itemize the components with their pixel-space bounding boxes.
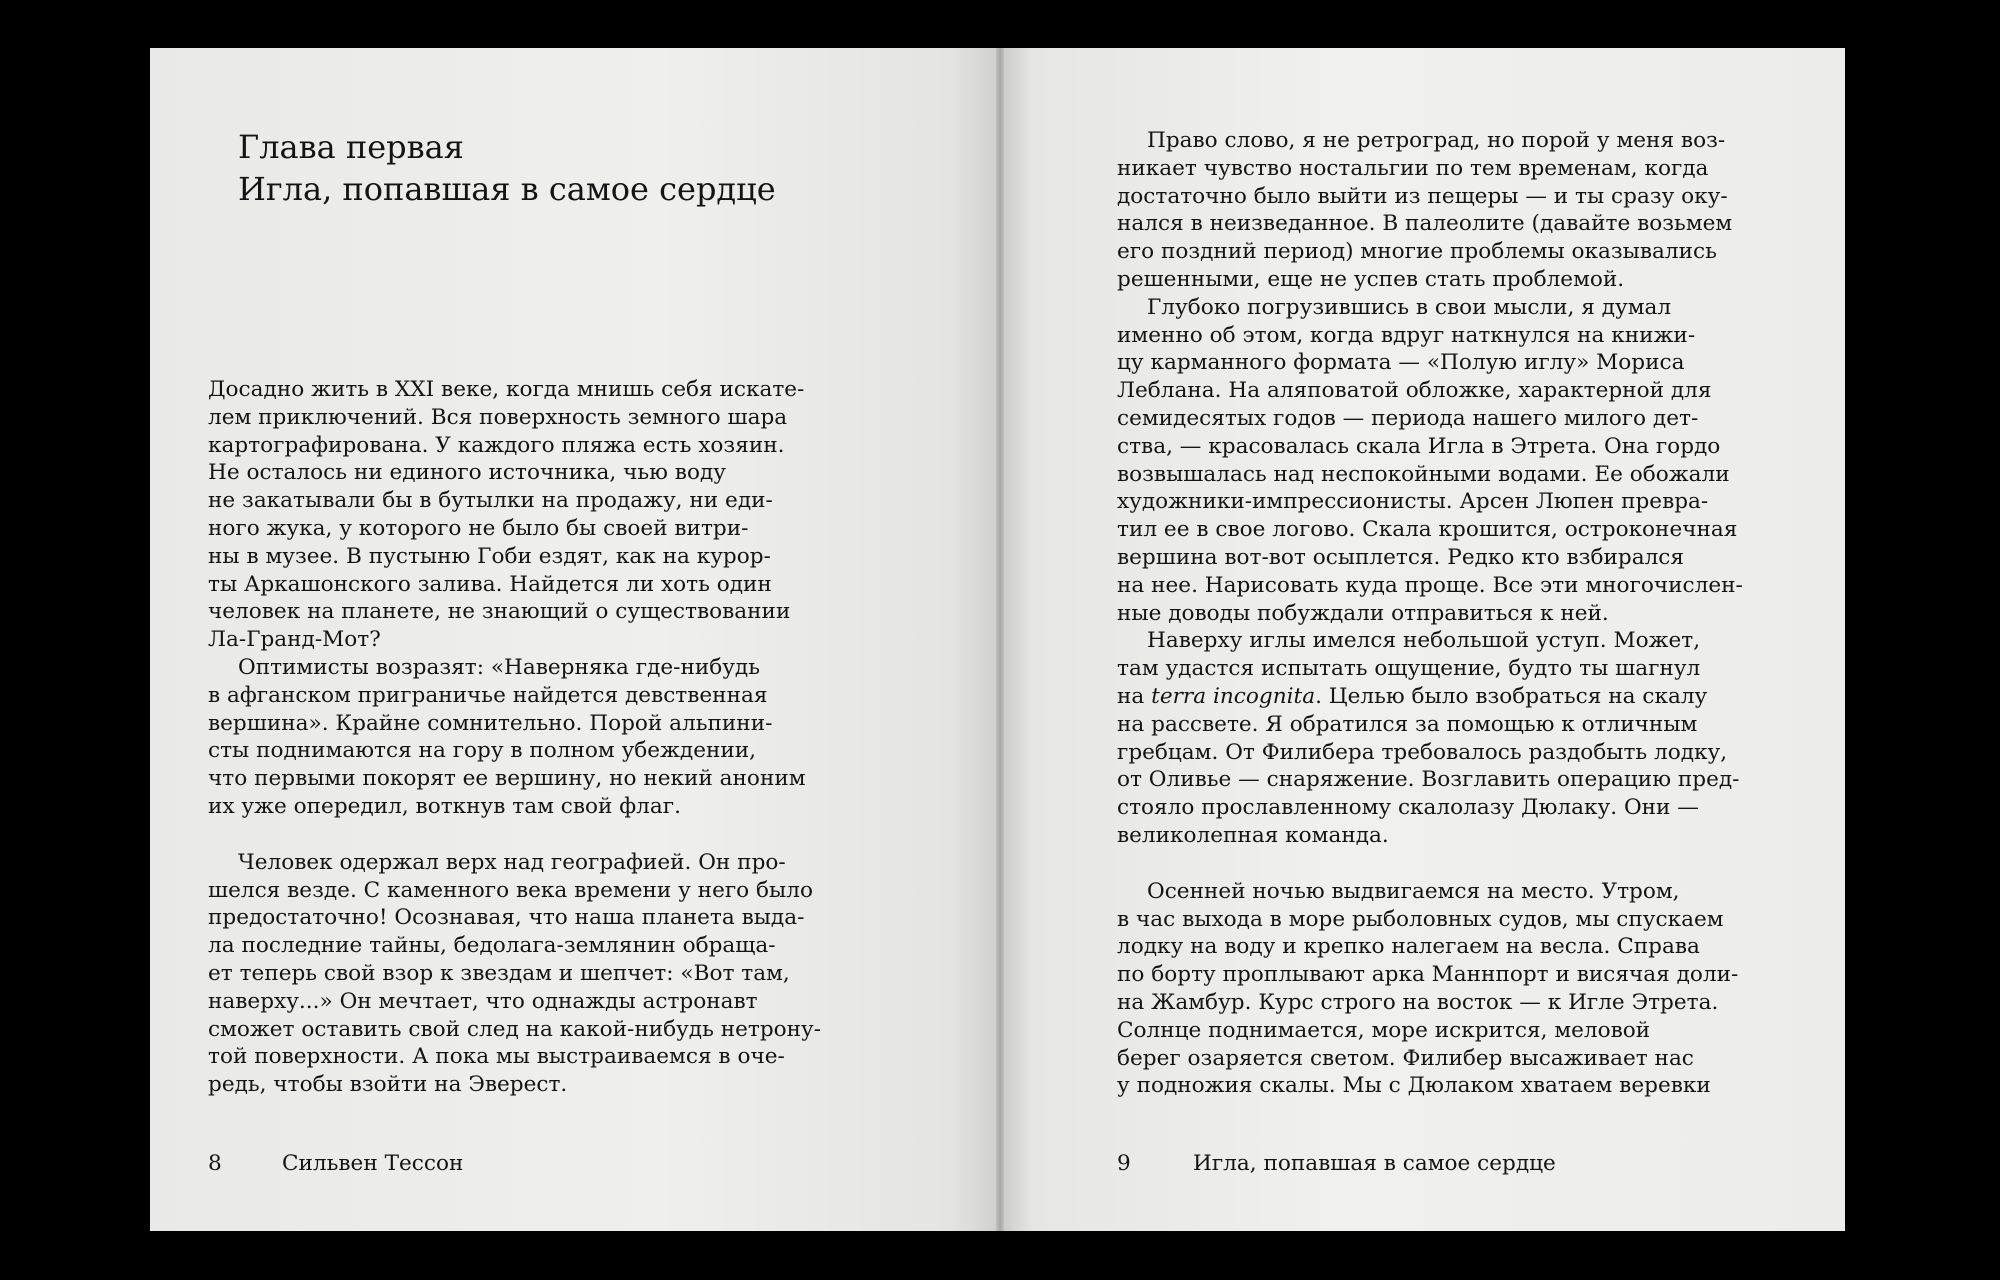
text-line: сты поднимаются на гору в полном убеждении,	[208, 738, 757, 764]
text-line: Ла-Гранд-Мот?	[208, 627, 381, 653]
text-line: на Жамбур. Курс строго на восток — к Игле Этрета.	[1117, 989, 1719, 1015]
text-line: никает чувство ностальгии по тем временам, когда	[1117, 155, 1709, 181]
text-line: Леблана. На аляповатой обложке, характерной для	[1117, 378, 1712, 404]
text-line: художники-импрессионисты. Арсен Люпен превра-	[1117, 489, 1709, 515]
text-line: ет теперь свой взор к звездам и шепчет: «Вот там,	[208, 960, 790, 986]
text-line: нался в неизведанное. В палеолите (давайте возьмем	[1117, 211, 1733, 237]
text-line: вершина вот-вот осыплется. Редко кто взбирался	[1117, 544, 1685, 570]
text-line: возвышалась над неспокойными водами. Ее обожали	[1117, 461, 1730, 487]
text-line: Человек одержал верх над географией. Он про-	[238, 849, 786, 875]
text-line: ные доводы побуждали отправиться к ней.	[1117, 600, 1609, 626]
text-line: в афганском приграничье найдется девственная	[208, 682, 768, 708]
chapter-title	[238, 126, 776, 210]
text-line: наверху...» Он мечтает, что однажды астронавт	[208, 988, 758, 1014]
text-line: Право слово, я не ретроград, но порой у меня воз-	[1147, 128, 1726, 153]
text-line: ты Аркашонского залива. Найдется ли хоть один	[208, 571, 772, 597]
text-line: редь, чтобы взойти на Эверест.	[208, 1072, 568, 1098]
text-line: там удастся испытать ощущение, будто ты шагнул	[1117, 656, 1701, 682]
text-line: что первыми покорят ее вершину, но некий аноним	[208, 766, 806, 792]
text-line: шелся везде. С каменного века времени у него было	[208, 877, 813, 903]
text-line: человек на планете, не знающий о существовании	[208, 599, 791, 625]
text-line: Глубоко погрузившись в свои мысли, я думал	[1147, 294, 1672, 320]
text-line: Досадно жить в XXI веке, когда мнишь себя искате-	[208, 377, 805, 402]
text-line: великолепная команда.	[1117, 822, 1389, 848]
text-line: вершина». Крайне сомнительно. Порой альпини-	[208, 710, 773, 736]
text-line: Не осталось ни единого источника, чью воду	[208, 460, 726, 486]
text-line: лем приключений. Вся поверхность земного шара	[208, 404, 788, 430]
chapter-title-line-1: Глава первая	[238, 128, 464, 166]
text-segment: на	[1117, 683, 1152, 709]
text-line: его поздний период) многие проблемы оказывались	[1117, 239, 1717, 265]
text-line: решенными, еще не успев стать проблемой.	[1117, 266, 1625, 292]
text-line: цу карманного формата — «Полую иглу» Мориса	[1117, 350, 1685, 376]
text-line: достаточно было выйти из пещеры — и ты сразу оку-	[1117, 183, 1728, 209]
text-line: в час выхода в море рыболовных судов, мы спускаем	[1117, 906, 1724, 932]
text-line	[1117, 683, 1743, 711]
text-line: на нее. Нарисовать куда проще. Все эти многочислен-	[1117, 572, 1743, 598]
text-line: ла последние тайны, бедолага-землянин обраща-	[208, 933, 776, 959]
text-line: Наверху иглы имелся небольшой уступ. Может,	[1147, 628, 1701, 654]
text-line: ны в музее. В пустыню Гоби ездят, как на курор-	[208, 543, 771, 569]
right-page	[1000, 48, 1845, 1231]
text-segment: . Целью было взобраться на скалу	[1315, 683, 1708, 709]
text-line: на рассвете. Я обратился за помощью к отличным	[1117, 711, 1698, 737]
text-line: от Оливье — снаряжение. Возглавить операцию пред-	[1117, 767, 1740, 793]
text-line: стояло прославленному скалолазу Дюлаку. Они —	[1117, 795, 1699, 821]
text-line: берег озаряется светом. Филибер высаживает нас	[1117, 1045, 1694, 1071]
text-line: у подножия скалы. Мы с Дюлаком хватаем веревки	[1117, 1073, 1711, 1099]
page-number: 8	[208, 1151, 222, 1176]
running-head: Игла, попавшая в самое сердце	[1193, 1151, 1556, 1176]
text-line: Осенней ночью выдвигаемся на место. Утром,	[1147, 878, 1680, 904]
text-line: их уже опередил, воткнув там свой флаг.	[208, 793, 681, 819]
chapter-title-line-2: Игла, попавшая в самое сердце	[238, 170, 776, 208]
book-spread	[150, 48, 1845, 1231]
right-body-text	[1117, 127, 1743, 1100]
page-number: 9	[1117, 1151, 1131, 1176]
text-line: картографирована. У каждого пляжа есть хозяин.	[208, 432, 785, 458]
text-line: ства, — красовалась скала Игла в Этрета. Она гордо	[1117, 433, 1721, 459]
text-line: Оптимисты возразят: «Наверняка где-нибудь	[238, 654, 760, 680]
text-line: гребцам. От Филибера требовалось раздобыть лодку,	[1117, 739, 1728, 765]
text-line: по борту проплывают арка Маннпорт и висячая доли-	[1117, 962, 1739, 988]
text-line: предостаточно! Осознавая, что наша планета выда-	[208, 905, 805, 931]
text-line: той поверхности. А пока мы выстраиваемся в оче-	[208, 1044, 785, 1070]
left-body-text	[208, 376, 821, 1099]
text-line: сможет оставить свой след на какой-нибудь нетрону-	[208, 1016, 822, 1042]
running-head: Сильвен Тессон	[282, 1151, 464, 1176]
book-spine-shadow	[996, 48, 1004, 1231]
text-line: Солнце поднимается, море искрится, меловой	[1117, 1017, 1651, 1043]
italic-term: terra incognita	[1151, 683, 1316, 709]
text-line: лодку на воду и крепко налегаем на весла. Справа	[1117, 934, 1700, 960]
text-line: не закатывали бы в бутылки на продажу, ни еди-	[208, 488, 773, 514]
text-line: тил ее в свое логово. Скала крошится, остроконечная	[1117, 517, 1738, 543]
left-page	[150, 48, 1000, 1231]
text-line: именно об этом, когда вдруг наткнулся на книжи-	[1117, 322, 1696, 348]
text-line: ного жука, у которого не было бы своей витри-	[208, 515, 749, 541]
text-line: семидесятых годов — периода нашего милого дет-	[1117, 405, 1699, 431]
